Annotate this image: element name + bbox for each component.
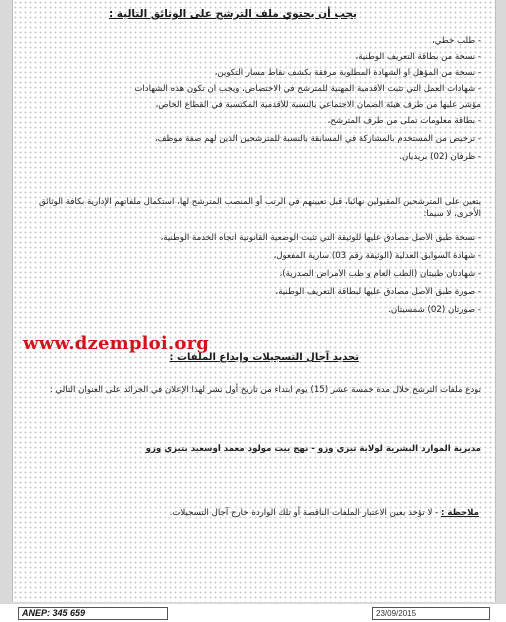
website-watermark: www.dzemploi.org [23,333,210,354]
document-content [13,0,496,602]
admitted-item: - صورتان (02) شمسيتان. [388,305,481,315]
required-item: - طلب خطي، [432,36,481,46]
required-item: - نسخة من بطاقة التعريف الوطنية، [355,52,481,62]
deadline-heading: تحديد آجال التسجيلات وإيداع الملفات : [169,352,359,363]
required-item: مؤشر عليها من طرف هيئة الضمان الاجتماعي بالنسبة للأقدمية المكتسبة في القطاع الخاص، [155,100,481,110]
note [27,508,479,518]
deposit-address: مديرية الموارد البشرية لولاية تيزي وزو - نهج بيت مولود معمد أوسعيد بتيزي وزو [145,444,481,454]
admitted-item: - شهادة السوابق العدلية (الوثيقة رقم 03) سارية المفعول، [273,251,481,261]
admitted-item: - شهادتان طبيتان (الطب العام و طب الأمراض الصدرية)، [279,269,481,279]
required-item: - ظرفان (02) بريديان. [399,152,481,162]
document-sheet [12,0,496,602]
footer-bar [0,604,506,622]
admitted-item: - صورة طبق الأصل مصادق عليها لبطاقة التعريف الوطنية، [275,287,481,297]
anep-reference: ANEP: 345 659 [18,607,168,620]
deposit-text: تودع ملفات الترشح خلال مدة خمسة عشر (15) يوم ابتداء من تاريخ أول نشر لهذا الإعلان في الجرائد على العنوان التالي : [49,385,481,395]
admitted-intro: يتعين على المترشحين المقبولين نهائيا، قبل تعيينهم في الرتب أو المنصب المترشح لها، استكمال ملفاتهم الإدارية بكافة الوثائق الأخرى، لا سيما: [39,197,481,219]
admitted-item: - نسخة طبق الأصل مصادق عليها للوثيقة التي تثبت الوضعية القانونية اتجاه الخدمة الوطنية، [160,233,481,243]
required-documents-title: يجب أن يحتوي ملف الترشح على الوثائق التالية : [108,8,357,20]
publication-date: 23/09/2015 [372,607,490,620]
required-item: - شهادات العمل التي تثبت الأقدمية المهنية للمترشح في الاختصاص، ويجب أن تكون هذه الشهادات [134,84,481,94]
required-item: - بطاقة معلومات تملى من طرف المترشح، [327,116,481,126]
required-item: - نسخة من المؤهل أو الشهادة المطلوبة مرفقة بكشف نقاط مسار التكوين، [214,68,481,78]
note-label: ملاحظة : [440,508,479,518]
note-text: - لا تؤخذ بعين الاعتبار الملفات الناقصة أو تلك الواردة خارج آجال التسجيلات. [169,508,439,518]
required-item: - ترخيص من المستخدم بالمشاركة في المسابقة بالنسبة للمترشحين الذين لهم صفة موظف، [154,134,481,144]
